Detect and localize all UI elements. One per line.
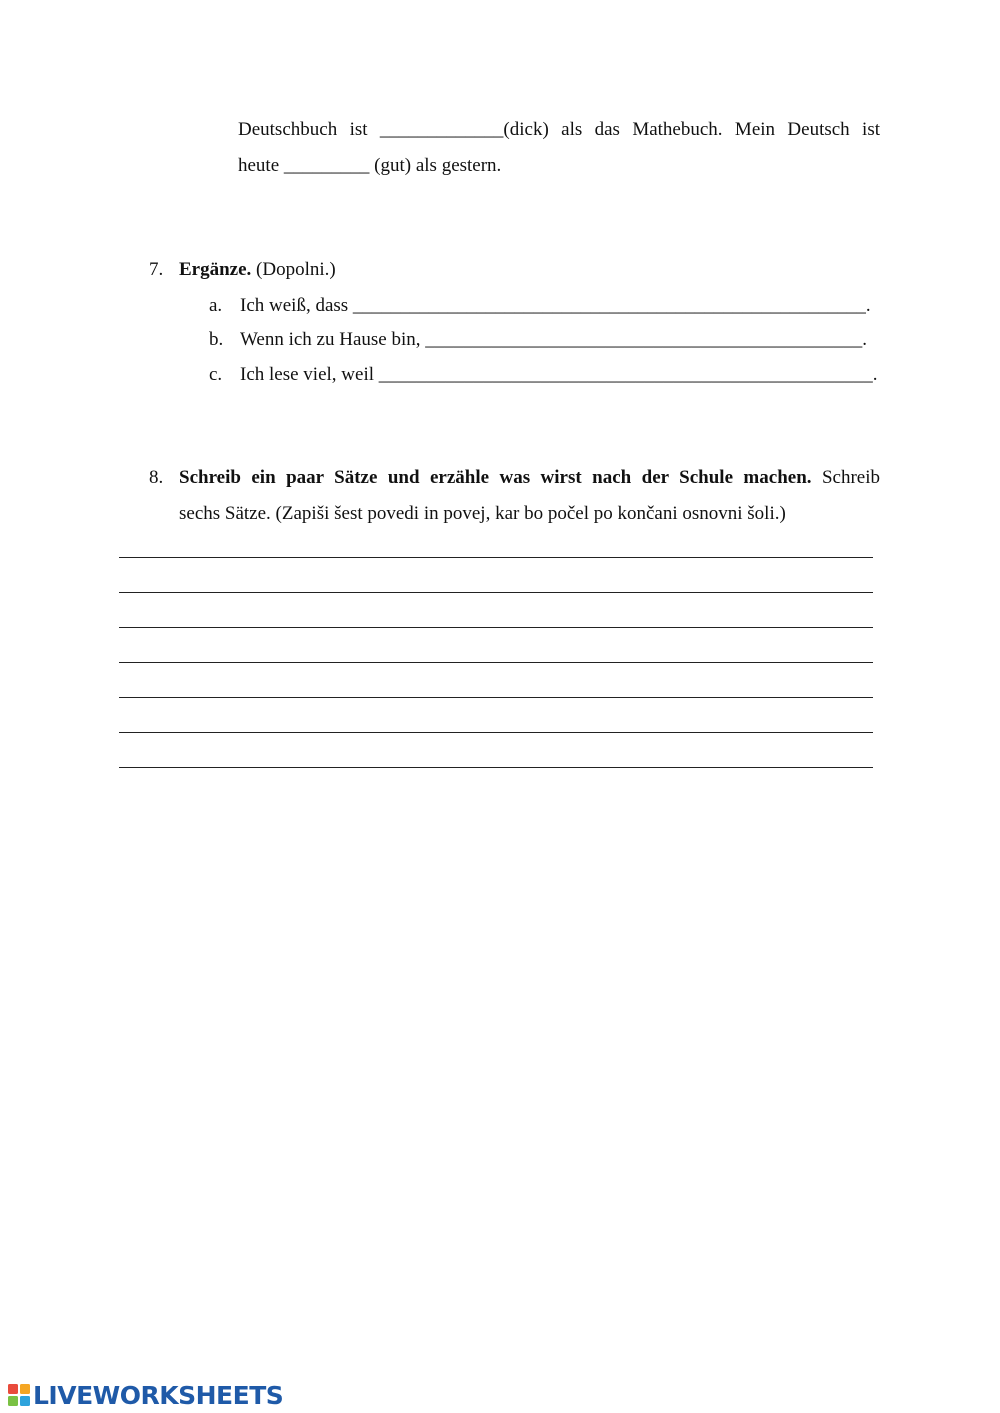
continuation-line-2-pre: heute [238, 155, 284, 176]
answer-line[interactable] [119, 732, 873, 733]
continuation-line-1-post: (dick) als das Mathebuch. Mein Deutsch ist [503, 119, 880, 140]
task-7-item-b [209, 329, 867, 351]
task-7-item-blank[interactable]: ____________________________________________________ [378, 364, 873, 385]
continuation-line-1 [238, 119, 880, 141]
task-7-item-end: . [872, 364, 878, 385]
task-7-item-end: . [862, 329, 867, 350]
answer-line[interactable] [119, 767, 873, 768]
answer-line[interactable] [119, 557, 873, 558]
task-7-item-blank[interactable]: ______________________________________________________ [352, 295, 866, 316]
task-7-subtitle: (Dopolni.) [251, 259, 336, 280]
blank-gut[interactable]: _________ [283, 155, 370, 176]
answer-line[interactable] [119, 592, 873, 593]
answer-line[interactable] [119, 627, 873, 628]
task-8-line-2: sechs Sätze. (Zapiši šest povedi in povej, kar bo počel po končani osnovni šoli.) [179, 503, 786, 524]
continuation-line-2 [238, 155, 501, 177]
task-7-item-letter: c. [209, 364, 223, 385]
liveworksheets-brand: LIVEWORKSHEETS [33, 1380, 284, 1410]
task-7-item-a [209, 295, 871, 317]
task-7-item-text: Ich weiß, dass [240, 295, 353, 316]
answer-line[interactable] [119, 697, 873, 698]
task-7-item-letter: b. [209, 329, 224, 350]
task-7-number: 7. [149, 259, 164, 280]
task-7-item-c [209, 364, 878, 386]
answer-line[interactable] [119, 662, 873, 663]
continuation-line-2-post: (gut) als gestern. [369, 155, 502, 176]
logo-square-2 [20, 1384, 30, 1394]
task-8-normal-instruction: Schreib [811, 467, 880, 488]
task-7-item-letter: a. [209, 295, 223, 316]
task-7-item-text: Wenn ich zu Hause bin, [240, 329, 426, 350]
logo-square-4 [20, 1396, 30, 1406]
liveworksheets-logo-icon [8, 1384, 30, 1406]
logo-square-1 [8, 1384, 18, 1394]
continuation-line-1-pre: Deutschbuch ist [238, 119, 380, 140]
task-8-line-1 [179, 467, 880, 489]
task-7-title: Ergänze. [179, 259, 252, 280]
task-7-item-end: . [865, 295, 871, 316]
task-8-bold-instruction: Schreib ein paar Sätze und erzähle was wirst nach der Schule machen. [179, 467, 812, 488]
logo-square-3 [8, 1396, 18, 1406]
blank-dick[interactable]: _____________ [379, 119, 504, 140]
task-8-number: 8. [149, 467, 164, 488]
liveworksheets-logo [8, 1380, 283, 1410]
task-7-item-text: Ich lese viel, weil [240, 364, 379, 385]
task-7-item-blank[interactable]: ______________________________________________ [425, 329, 863, 350]
task-7-heading [149, 259, 336, 281]
